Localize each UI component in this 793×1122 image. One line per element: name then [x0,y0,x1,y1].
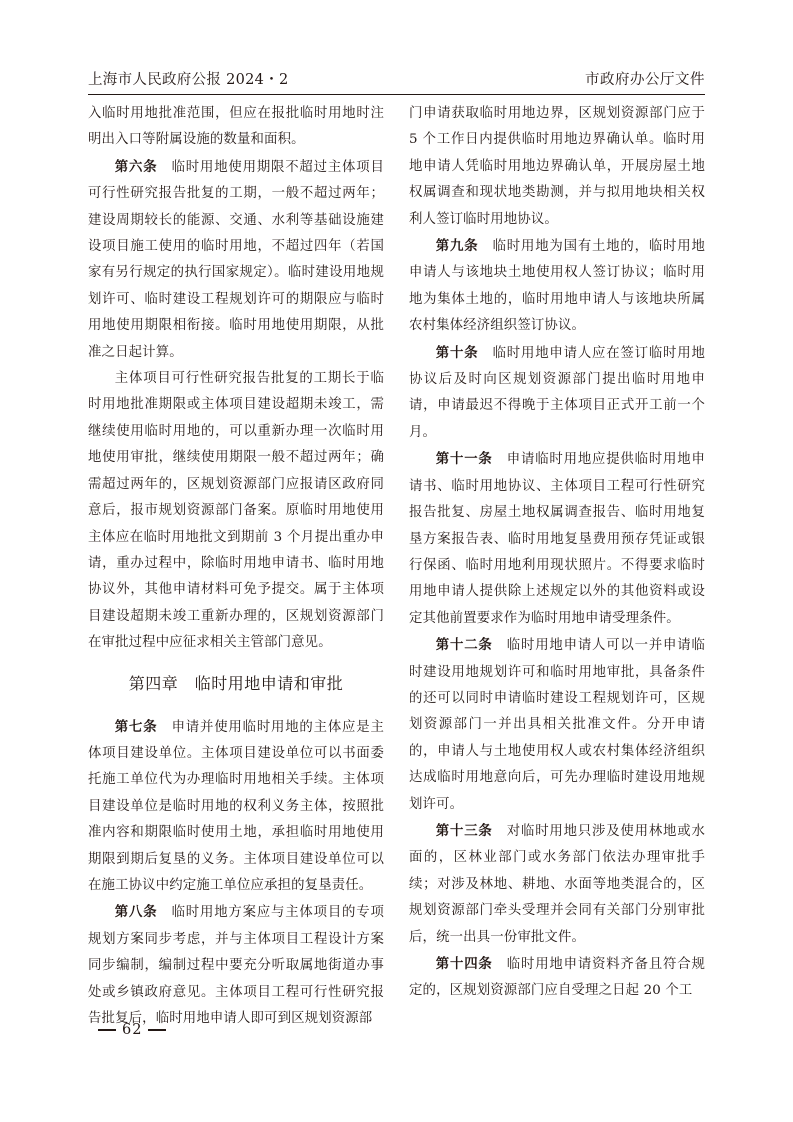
article-text: 申请临时用地应提供临时用地申请书、临时用地协议、主体项目工程可行性研究报告批复、房屋土地权属调查报告、临时用地复垦方案报告表、临时用地复垦费用预存凭证或银行保函、临时用地利用现状照片。不得要求临时用地申请人提供除上述规定以外的其他资料或设定其他前置要求作为临时用地申请受理条件。 [409,452,705,626]
right-column [409,101,705,1005]
dash-right [148,1029,166,1031]
article-label: 第十四条 [435,956,493,972]
gazette-title: 上海市人民政府公报 2024・2 [88,72,289,88]
left-column [88,101,384,1032]
article-text: 对临时用地只涉及使用林地或水面的，区林业部门或水务部门依法办理审批手续；对涉及林地、耕地、水面等地类混合的，区规划资源部门牵头受理并会同有关部门分别审批后，统一出具一份审批文件。 [409,823,705,945]
article-9 [409,233,705,340]
chapter-heading: 第四章 临时用地申请和审批 [128,673,344,693]
paragraph: 门申请获取临时用地边界，区规划资源部门应于 5 个工作日内提供临时用地边界确认单。临时用地申请人凭临时用地边界确认单，开展房屋土地权属调查和现状地类勘测，并与拟用地块相关权利人签订临时用地协议。 [409,106,705,227]
section-title: 市政府办公厅文件 [585,72,705,88]
article-text: 申请并使用临时用地的主体应是主体项目建设单位。主体项目建设单位可以书面委托施工单位代为办理临时用地相关手续。主体项目建设单位是临时用地的权利义务主体，按照批准内容和期限临时使用土地，承担临时用地使用期限到期后复垦的义务。主体项目建设单位可以在施工协议中约定施工单位应承担的复垦责任。 [88,719,384,893]
article-6 [88,154,384,366]
article-14 [409,951,705,1005]
article-label: 第八条 [114,904,158,921]
article-text: 临时用地使用期限不超过主体项目可行性研究报告批复的工期，一般不超过两年；建设周期较长的能源、交通、水利等基础设施建设项目施工使用的临时用地，不超过四年（若国家有另行规定的执行国家规定）。临时建设用地规划许可、临时建设工程规划许可的期限应与临时用地使用期限相衔接。临时用地使用期限，从批准之日起计算。 [88,159,384,360]
page-header [88,64,705,95]
article-text: 临时用地为国有土地的，临时用地申请人与该地块土地使用权人签订协议；临时用地为集体土地的，临时用地申请人与该地块所属农村集体经济组织签订协议。 [409,239,705,334]
article-label: 第十条 [435,344,479,361]
article-10 [409,340,705,447]
article-7 [88,714,384,900]
article-label: 第六条 [114,158,158,175]
page-footer [92,1022,172,1038]
article-label: 第九条 [435,238,479,255]
page-number: 62 [122,1022,143,1038]
article-label: 第十三条 [435,822,493,839]
article-text: 临时用地申请人可以一并申请临时建设用地规划许可和临时用地审批，具备条件的还可以同时申请临时建设工程规划许可，区规划资源部门一并出具相关批准文件。分开申请的，申请人与土地使用权人或农村集体经济组织达成临时用地意向后，可先办理临时建设用地规划许可。 [409,638,705,812]
dash-left [98,1029,116,1031]
paragraph: 主体项目可行性研究报告批复的工期长于临时用地批准期限或主体项目建设超期未竣工，需继续使用临时用地的，可以重新办理一次临时用地使用审批，继续使用期限一般不超过两年；确需超过两年的，区规划资源部门应报请区政府同意后，报市规划资源部门备案。原临时用地使用主体应在临时用地批文到期前 3 个月提出重办申请，重办过程中，除临时用地申请书、临时用地协议外，其他申请材料可免予提交。属于主体项目建设超期未竣工重新办理的，区规划资源部门在审批过程中应征求相关主管部门意见。 [88,371,384,651]
article-text: 临时用地申请资料齐备且符合规定的，区规划资源部门应自受理之日起 20 个工 [409,957,705,999]
article-label: 第十一条 [435,451,493,468]
article-11 [409,446,705,632]
article-12 [409,632,705,818]
article-text: 临时用地申请人应在签订临时用地协议后及时向区规划资源部门提出临时用地申请，申请最迟不得晚于主体项目正式开工前一个月。 [409,345,705,440]
article-label: 第十二条 [435,637,493,654]
article-8 [88,899,384,1032]
article-label: 第七条 [114,718,158,735]
article-text: 临时用地方案应与主体项目的专项规划方案同步考虑，并与主体项目工程设计方案同步编制，编制过程中要充分听取属地街道办事处或乡镇政府意见。主体项目工程可行性研究报告批复后，临时用地申请人即可到区规划资源部 [88,905,384,1026]
article-13 [409,818,705,951]
paragraph: 入临时用地批准范围，但应在报批临时用地时注明出入口等附属设施的数量和面积。 [88,106,384,148]
